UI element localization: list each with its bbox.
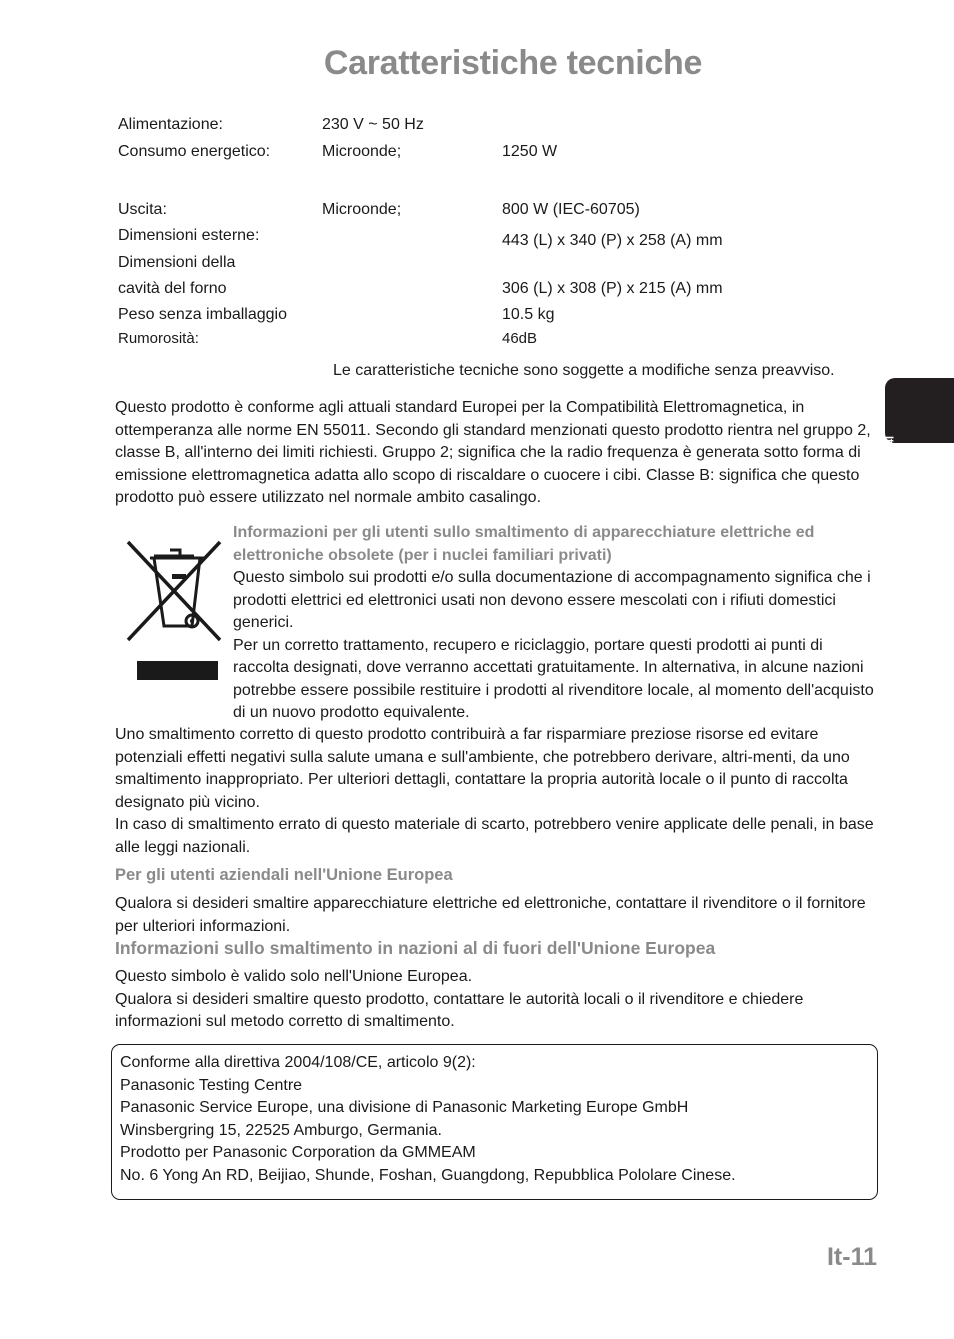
compliance-line: Panasonic Testing Centre xyxy=(120,1076,303,1094)
weee-heading: Informazioni per gli utenti sullo smaltimento di apparecchiature elettriche ed elettroniche obsolete (per i nuclei familiari privati) xyxy=(233,524,815,564)
weee-paragraph-3: Uno smaltimento corretto di questo prodotto contribuirà a far risparmiare preziose risorse ed evitare potenziali effetti negativi sulla salute umana e sull'ambiente, che potrebbero derivare, altri-menti, da uno smaltimento inappropriato. Per ulteriori dettagli, contattare la propria autorità locale o il punto di raccolta designato più vicino. xyxy=(115,726,850,811)
spec-value-rumore: 46dB xyxy=(502,330,538,347)
spec-label-uscita: Uscita: xyxy=(118,201,167,218)
business-heading: Per gli utenti aziendali nell'Unione Europea xyxy=(115,866,453,884)
spec-value-dim-cavita: 306 (L) x 308 (P) x 215 (A) mm xyxy=(502,280,723,297)
spec-value-peso: 10.5 kg xyxy=(502,306,555,323)
spec-label-consumo: Consumo energetico: xyxy=(118,143,271,160)
outside-eu-heading: Informazioni sullo smaltimento in nazioni al di fuori dell'Unione Europea xyxy=(115,938,716,958)
spec-label-dim-cavita-2: cavità del forno xyxy=(118,280,227,297)
spec-label-alimentazione: Alimentazione: xyxy=(118,116,223,133)
emc-paragraph: Questo prodotto è conforme agli attuali standard Europei per la Compatibilità Elettromagnetica, in ottemperanza alle norme EN 55011. Secondo gli standard menzionati questo prodotto rientra nel gruppo 2, classe B, all'interno dei limiti richiesti. Gruppo 2; significa che la radio frequenza è generata sotto forma di emissione elettromagnetica adatta allo scopo di riscaldare o cuocere i cibi. Classe B: significa che questo prodotto può essere utilizzato nel normale ambito casalingo. xyxy=(115,399,871,506)
business-text: Qualora si desideri smaltire apparecchiature elettriche ed elettroniche, contattare il rivenditore o il fornitore per ulteriori informazioni. xyxy=(115,895,866,935)
compliance-line: No. 6 Yong An RD, Beijiao, Shunde, Foshan, Guangdong, Repubblica Pololare Cinese. xyxy=(120,1166,736,1184)
weee-paragraph-2: Per un corretto trattamento, recupero e riciclaggio, portare questi prodotti ai punti di raccolta designati, dove verranno accettati gratuitamente. In alternativa, in alcune nazioni potrebbe essere possibile restituire i prodotti al rivenditore locale, al momento dell'acquisto di un nuovo prodotto equivalente. xyxy=(233,636,874,721)
outside-eu-paragraph-2: Qualora si desideri smaltire questo prodotto, contattare le autorità locali o il rivenditore e chiedere informazioni sul metodo corretto di smaltimento. xyxy=(115,990,804,1030)
weee-paragraph-4: In caso di smaltimento errato di questo materiale di scarto, potrebbero venire applicate delle penali, in base alle leggi nazionali. xyxy=(115,816,874,856)
spec-label-dim-cavita-1: Dimensioni della xyxy=(118,254,236,271)
specs-note: Le caratteristiche tecniche sono soggette a modifiche senza preavviso. xyxy=(333,362,835,379)
page-title: Caratteristiche tecniche xyxy=(323,44,703,82)
compliance-line: Prodotto per Panasonic Corporation da GMMEAM xyxy=(120,1144,476,1161)
compliance-box xyxy=(111,1044,878,1200)
spec-value-alimentazione: 230 V ~ 50 Hz xyxy=(322,116,424,133)
spec-value-consumo: 1250 W xyxy=(502,143,558,160)
outside-eu-paragraph-1: Questo simbolo è valido solo nell'Unione Europea. xyxy=(115,968,473,985)
compliance-line: Winsbergring 15, 22525 Amburgo, Germania. xyxy=(120,1121,442,1139)
spec-sub-uscita: Microonde; xyxy=(322,201,402,218)
spec-sub-consumo: Microonde; xyxy=(322,143,402,160)
language-tab-label: Italiano xyxy=(883,436,895,475)
spec-label-dim-esterne: Dimensioni esterne: xyxy=(118,227,260,244)
spec-label-peso: Peso senza imballaggio xyxy=(118,306,287,323)
page-number: It-11 xyxy=(826,1243,877,1271)
compliance-line: Panasonic Service Europe, una divisione di Panasonic Marketing Europe GmbH xyxy=(120,1099,689,1116)
language-tab xyxy=(883,378,954,475)
weee-paragraph-1: Questo simbolo sui prodotti e/o sulla documentazione di accompagnamento significa che i prodotti elettrici ed elettronici usati non devono essere mescolati con i rifiuti domestici generici. xyxy=(233,569,871,631)
spec-value-uscita: 800 W (IEC-60705) xyxy=(502,201,640,218)
compliance-line: Conforme alla direttiva 2004/108/CE, articolo 9(2): xyxy=(120,1054,476,1071)
spec-value-dim-esterne: 443 (L) x 340 (P) x 258 (A) mm xyxy=(502,232,723,249)
spec-label-rumore: Rumorosità: xyxy=(118,330,199,347)
weee-icon xyxy=(124,536,224,682)
